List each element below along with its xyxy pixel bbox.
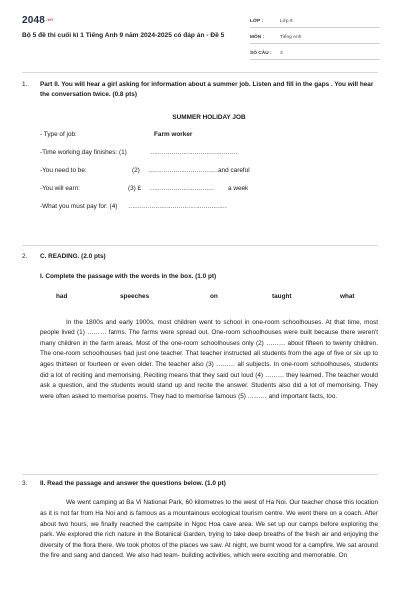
question-divider bbox=[22, 245, 378, 246]
question-2 bbox=[22, 252, 378, 403]
question-3 bbox=[22, 479, 378, 562]
question-number: 2. bbox=[22, 253, 28, 260]
reading-passage bbox=[40, 498, 378, 562]
sub-heading: I. Complete the passage with the words in the box. (1.0 pt) bbox=[40, 273, 217, 281]
question-instruction: Part II. You will hear a girl asking for information about a summer job. Listen and fill in the gaps . You will hear the conversation twice. (0.8 pts) bbox=[40, 81, 374, 99]
word-box-item: had bbox=[56, 292, 68, 300]
section-heading: C. READING. (2.0 pts) bbox=[40, 253, 106, 260]
form-row-earn bbox=[40, 184, 378, 202]
meta-label: MÔN : bbox=[250, 35, 265, 41]
word-box bbox=[40, 292, 378, 306]
passage-text: In the 1800s and early 1900s, most children went to school in one-room schoolhouses. At that time, most people lived (1) ……… farms. The farms were spread out. One-room schoolhouses were built because there weren't many children in the farm areas. Most of the one-room schoolhouses only (2) ……… about fifteen to twenty children. The one-room schoolhouses had just one teacher. That teacher instructed all students from the age of five or six up to ages thirteen or fourteen or even older. The teacher also (3) ……… all subjects. In one-room schoolhouses, students did a lot of reciting and memorising. Reciting means that they said out loud (4) ……… they learned. The teacher would ask a question, and the students would stand up and recite the answer. Students also did a lot of memorising. They were often asked to memorise poems. They had to memorise famous (5) ……… and important facts, too. bbox=[40, 318, 378, 400]
question-body bbox=[40, 252, 378, 403]
passage-text: We went camping at Ba Vi National Park, 60 kilometres to the west of Ha Noi. Our teacher chose this location as it is not far from Ha Noi and is famous as a mountainous ecological tourism centre. We went there on a coach. After about two hours, we finally reached the campsite in Ngoc Hoa cave area. We set up our camps before exploring the park. We explored the rich nature in the Botanical Garden, trying to take deep breaths of the fresh air and enjoying the diversity of the flora there. We took photos of the places we saw. At night, we burnt wood for a campfire. We sat around the fire and sang and danced. We also had team- building activities, which were exciting and memorable. On bbox=[40, 499, 378, 560]
form-row-label: -You will earn: bbox=[40, 184, 80, 192]
gap-fill-form bbox=[40, 130, 378, 220]
site-logo[interactable] bbox=[22, 14, 53, 29]
form-row-type-of-job bbox=[40, 130, 378, 148]
logo-suffix: .vn bbox=[46, 17, 54, 23]
logo-text: 2048 bbox=[22, 15, 46, 26]
form-row-finish-time bbox=[40, 148, 378, 166]
word-box-item: on bbox=[210, 292, 218, 300]
word-box-item: taught bbox=[272, 292, 292, 300]
meta-value: Tiếng Anh bbox=[280, 35, 302, 41]
header-divider bbox=[22, 72, 378, 73]
answer-blank[interactable]: ……………………………………… bbox=[150, 148, 237, 156]
form-row-suffix: a week bbox=[228, 184, 249, 192]
question-body bbox=[40, 479, 378, 562]
section-heading: II. Read the passage and answer the questions below. (1.0 pt) bbox=[40, 480, 226, 487]
word-box-item: speeches bbox=[120, 292, 150, 300]
meta-value: Lớp 9 bbox=[280, 19, 293, 25]
form-row-suffix: and careful bbox=[218, 166, 250, 174]
meta-label: LỚP : bbox=[250, 19, 264, 25]
question-body bbox=[40, 80, 378, 220]
answer-blank[interactable]: …………………………… bbox=[150, 184, 214, 192]
question-1 bbox=[22, 80, 378, 220]
meta-label: SỐ CÂU : bbox=[250, 51, 272, 57]
document-header bbox=[22, 14, 382, 68]
answer-blank[interactable]: …………………………………………… bbox=[128, 202, 227, 210]
question-number: 3. bbox=[22, 480, 28, 487]
word-box-item: what bbox=[340, 292, 355, 300]
meta-row-subject bbox=[250, 32, 380, 44]
document-meta bbox=[250, 16, 380, 64]
document-title: Bộ 5 đề thi cuối kì 1 Tiếng Anh 9 năm 2024-2025 có đáp án - Đề 5 bbox=[22, 32, 225, 39]
form-row-need-to-be bbox=[40, 166, 378, 184]
answer-blank[interactable]: ……………………………… bbox=[148, 166, 218, 174]
blank-number: (3) £ bbox=[128, 184, 142, 192]
question-number: 1. bbox=[22, 81, 28, 88]
meta-value: 3 bbox=[280, 51, 283, 57]
form-row-value: Farm worker bbox=[154, 130, 193, 138]
form-row-pay-for bbox=[40, 202, 378, 220]
form-title: SUMMER HOLIDAY JOB bbox=[172, 113, 246, 121]
question-divider bbox=[22, 474, 378, 475]
form-row-label: -You need to be: bbox=[40, 166, 87, 174]
form-row-label: -What you must pay for: (4) bbox=[40, 202, 118, 210]
form-row-label: -Time working day finishes: (1) bbox=[40, 148, 127, 156]
meta-row-question-count bbox=[250, 48, 380, 60]
blank-number: (2) bbox=[132, 166, 140, 174]
reading-passage bbox=[40, 318, 378, 403]
form-row-label: - Type of job: bbox=[40, 130, 77, 138]
meta-row-class bbox=[250, 16, 380, 28]
